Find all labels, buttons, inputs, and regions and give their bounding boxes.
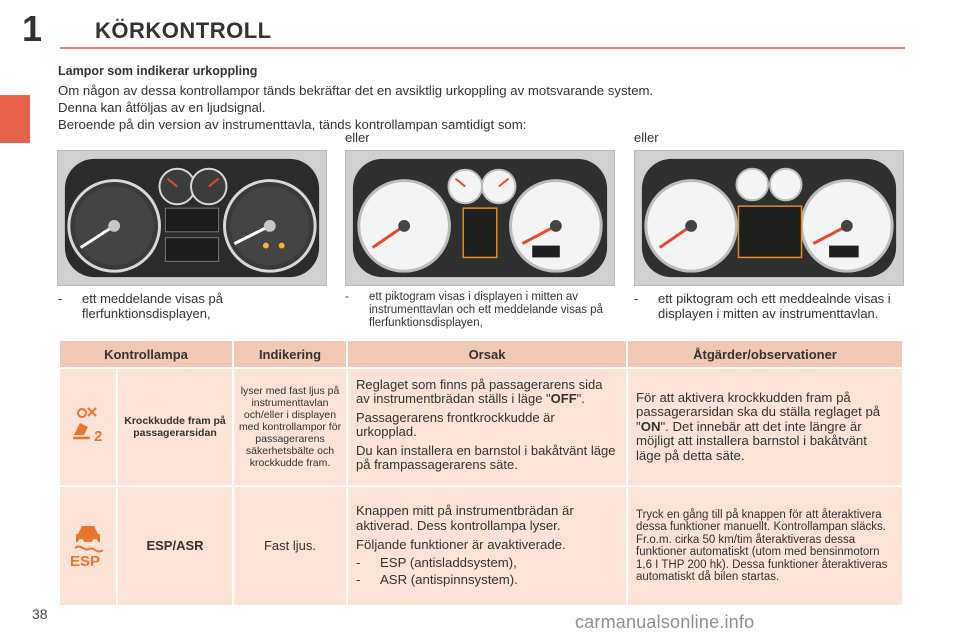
lamp-icon-cell [60, 487, 116, 605]
list-item [356, 573, 618, 588]
cause-paragraph-2: Passagerarens frontkrockkudde är urkopplad. [356, 409, 555, 439]
warning-lamp-table [58, 339, 904, 607]
lamp-action: Tryck en gång till på knappen för att återaktivera dessa funktioner manuellt. Kontrollampan släcks. Fr.o.m. cirka 50 km/tim återaktiveras dessa funktioner automatiskt (utom med bensinmotorn 1,6 I THP 200 hk). Dessa funktioner återaktiveras automatiskt då bilen startas. [628, 487, 902, 605]
lamp-indication: Fast ljus. [234, 487, 346, 605]
caption-text: ett meddelande visas på flerfunktionsdisplayen, [82, 291, 223, 321]
col-header-action: Åtgärder/observationer [628, 341, 902, 367]
chapter-title: KÖRKONTROLL [95, 18, 272, 43]
table-header-row [60, 341, 902, 367]
lamp-cause [348, 369, 626, 485]
cause-paragraph-2: Följande funktioner är avaktiverade. [356, 537, 566, 553]
lamp-indication: lyser med fast ljus på instrumenttavlan och/eller i displayen med kontrollampor för passagerarens säkerhetsbälte och krockkudde fram. [234, 369, 346, 485]
instrument-cluster-image-2 [345, 150, 615, 286]
cause-paragraph-3: Du kan installera en barnstol i bakåtvänt läge på frampassagerarens säte. [356, 442, 616, 472]
cause-text-end: ". [576, 390, 585, 406]
cluster-caption-1 [58, 291, 328, 321]
lamp-name: ESP/ASR [118, 487, 232, 605]
instrument-cluster-image-1 [57, 150, 327, 286]
action-text: För att aktivera krockkudden fram på passagerarsidan ska du ställa reglaget på " [636, 389, 881, 434]
instrument-cluster-3-graphic [635, 151, 903, 285]
lamp-icon-cell [60, 369, 116, 485]
or-label-1: eller [345, 130, 370, 145]
cause-paragraph-1 [356, 378, 618, 406]
on-label: ON [640, 418, 661, 434]
intro-line-3: Beroende på din version av instrumenttavla, tänds kontrollampan samtidigt som: [58, 117, 527, 132]
section-heading: Lampor som indikerar urkoppling [58, 64, 258, 78]
caption-text: ett piktogram visas i displayen i mitten av instrumenttavlan och ett meddelande visas på flerfunktionsdisplayen, [369, 291, 603, 329]
chapter-number: 1 [22, 8, 43, 49]
list-dash: - [356, 572, 361, 588]
col-header-indication: Indikering [234, 341, 346, 367]
list-item-text: ASR (antispinnsystem). [380, 572, 518, 588]
col-header-cause: Orsak [348, 341, 626, 367]
svg-text:2: 2 [94, 427, 103, 445]
esp-icon-text: ESP [70, 552, 101, 568]
col-header-lamp: Kontrollampa [60, 341, 232, 367]
table-row [60, 369, 902, 485]
chapter-side-tab [0, 95, 30, 143]
instrument-cluster-image-3 [634, 150, 904, 286]
cause-paragraph-1: Knappen mitt på instrumentbrädan är aktiverad. Dess kontrollampa lyser. [356, 503, 574, 533]
watermark: carmanualsonline.info [575, 612, 755, 632]
cause-text: Reglaget som finns på passagerarens sida av instrumentbrädan ställs i läge " [356, 376, 603, 406]
caption-dash: - [58, 291, 63, 306]
intro-line-1: Om någon av dessa kontrollampor tänds bekräftar det en avsiktlig urkoppling av motsvarande system. [58, 83, 654, 98]
table-row [60, 487, 902, 605]
caption-dash: - [634, 291, 639, 306]
instrument-cluster-2-graphic [346, 151, 614, 285]
caption-text: ett piktogram och ett meddealnde visas i displayen i mitten av instrumenttavlan. [658, 291, 891, 321]
esp-off-icon [67, 520, 109, 568]
intro-line-2: Denna kan åtföljas av en ljudsignal. [58, 100, 266, 115]
header-divider [60, 47, 905, 49]
lamp-cause [348, 487, 626, 605]
page-number: 38 [32, 606, 48, 622]
cluster-caption-2 [345, 291, 625, 330]
list-item [356, 556, 618, 571]
instrument-cluster-1-graphic [58, 151, 326, 285]
or-label-2: eller [634, 130, 659, 145]
off-label: OFF [550, 390, 577, 406]
cluster-caption-3 [634, 291, 904, 321]
action-text-end: ". Det innebär att det inte längre är möjligt att installera barnstol i bakåtvänt läge på detta säte. [636, 418, 867, 463]
caption-dash: - [345, 291, 349, 303]
list-item-text: ESP (antisladdsystem), [380, 554, 517, 570]
lamp-name: Krockkudde fram på passagerarsidan [118, 369, 232, 485]
list-dash: - [356, 554, 361, 570]
airbag-off-icon [68, 405, 108, 445]
lamp-action [628, 369, 902, 485]
intro-text [58, 63, 918, 133]
